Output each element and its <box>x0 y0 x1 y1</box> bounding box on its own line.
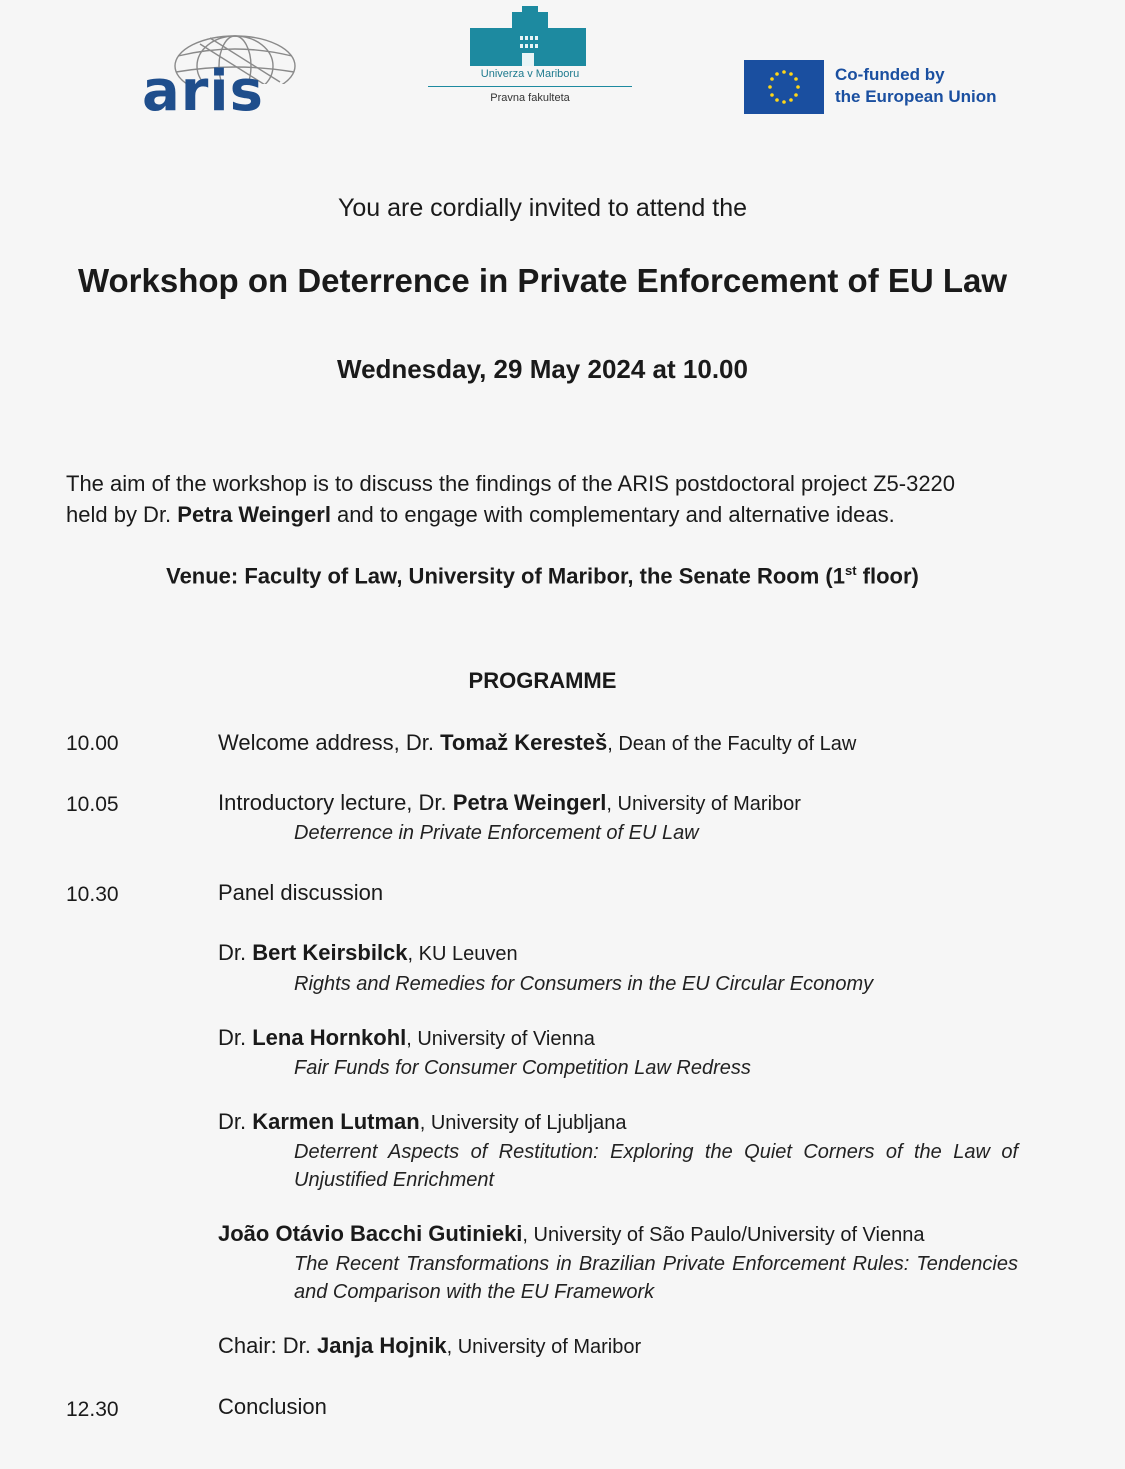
chair-label: Chair: Dr. <box>218 1333 318 1358</box>
faculty-name: Pravna fakulteta <box>490 92 570 104</box>
university-logo <box>428 6 632 116</box>
intro-lecture-entry <box>218 790 801 816</box>
speaker-talk: Fair Funds for Consumer Competition Law Redress <box>294 1057 751 1079</box>
aim-line-1: The aim of the workshop is to discuss the findings of the ARIS postdoctoral project Z5-3220 <box>66 471 956 496</box>
venue-tail: floor) <box>856 563 919 589</box>
speaker-affiliation: , University of Vienna <box>406 1028 595 1050</box>
university-banner <box>470 28 586 66</box>
windows-icon <box>470 28 586 66</box>
programme-heading: PROGRAMME <box>468 668 617 693</box>
speaker-name: Bert Keirsbilck <box>252 940 408 965</box>
time-panel: 10.30 <box>66 883 119 906</box>
eu-flag-icon <box>744 60 824 114</box>
panel-label: Panel discussion <box>218 880 384 905</box>
panel-chair <box>218 1333 641 1359</box>
intro-lecture-affiliation: , University of Maribor <box>606 793 801 815</box>
eu-line-2: the European Union <box>835 87 997 106</box>
aim-line-2-post: and to engage with complementary and alternative ideas. <box>330 502 895 527</box>
aim-paragraph <box>66 468 1056 530</box>
time-conclusion: 12.30 <box>66 1398 119 1421</box>
speaker-affiliation: , KU Leuven <box>407 943 518 965</box>
venue-text: Venue: Faculty of Law, University of Maribor, the Senate Room (1 <box>166 563 845 589</box>
aris-logo <box>140 24 300 124</box>
speaker-prefix: Dr. <box>218 1109 253 1134</box>
intro-lecture-label: Introductory lecture, Dr. <box>218 790 453 815</box>
aim-researcher-name: Petra Weingerl <box>177 502 331 527</box>
aim-line-2 <box>66 499 1056 530</box>
time-intro-lecture: 10.05 <box>66 793 119 816</box>
aris-wordmark: aris <box>142 59 264 124</box>
speaker-prefix: Dr. <box>218 940 253 965</box>
speaker-name: Karmen Lutman <box>252 1109 420 1134</box>
welcome-affiliation: , Dean of the Faculty of Law <box>607 733 857 755</box>
speaker-prefix: Dr. <box>218 1025 253 1050</box>
intro-lecture-talk: Deterrence in Private Enforcement of EU Law <box>294 822 699 844</box>
speaker-name: João Otávio Bacchi Gutinieki <box>218 1221 523 1246</box>
workshop-title: Workshop on Deterrence in Private Enforcement of EU Law <box>77 262 1008 299</box>
conclusion-label: Conclusion <box>218 1394 327 1419</box>
divider <box>428 86 632 87</box>
venue <box>0 563 1085 589</box>
workshop-date: Wednesday, 29 May 2024 at 10.00 <box>337 354 748 384</box>
welcome-speaker: Tomaž Keresteš <box>440 730 608 755</box>
aim-line-2-pre: held by Dr. <box>66 502 178 527</box>
speaker-affiliation: , University of São Paulo/University of Vienna <box>522 1224 925 1246</box>
panel-speaker <box>218 940 518 966</box>
chair-name: Janja Hojnik <box>317 1333 447 1358</box>
speaker-affiliation: , University of Ljubljana <box>419 1112 627 1134</box>
panel-speaker <box>218 1221 924 1247</box>
panel-speaker <box>218 1025 595 1051</box>
speaker-talk: Rights and Remedies for Consumers in the EU Circular Economy <box>294 973 874 995</box>
time-welcome: 10.00 <box>66 732 119 755</box>
intro-lecture-speaker: Petra Weingerl <box>452 790 607 815</box>
eu-cofunded-logo <box>744 58 1014 116</box>
panel-speaker <box>218 1109 627 1135</box>
eu-line-1: Co-funded by <box>835 65 945 84</box>
speaker-talk: The Recent Transformations in Brazilian Private Enforcement Rules: Tendencies and Comparison with the EU Framework <box>294 1253 1018 1303</box>
building-icon <box>506 6 554 30</box>
university-name: Univerza v Mariboru <box>480 68 580 80</box>
eu-cofunded-text <box>835 64 997 108</box>
venue-ordinal: st <box>844 563 857 578</box>
invitation-intro: You are cordially invited to attend the <box>337 194 748 222</box>
welcome-entry <box>218 730 856 756</box>
chair-affiliation: , University of Maribor <box>446 1336 642 1358</box>
welcome-label: Welcome address, Dr. <box>218 730 441 755</box>
speaker-name: Lena Hornkohl <box>252 1025 407 1050</box>
speaker-talk: Deterrent Aspects of Restitution: Exploring the Quiet Corners of the Law of Unjustified Enrichment <box>294 1141 1018 1191</box>
